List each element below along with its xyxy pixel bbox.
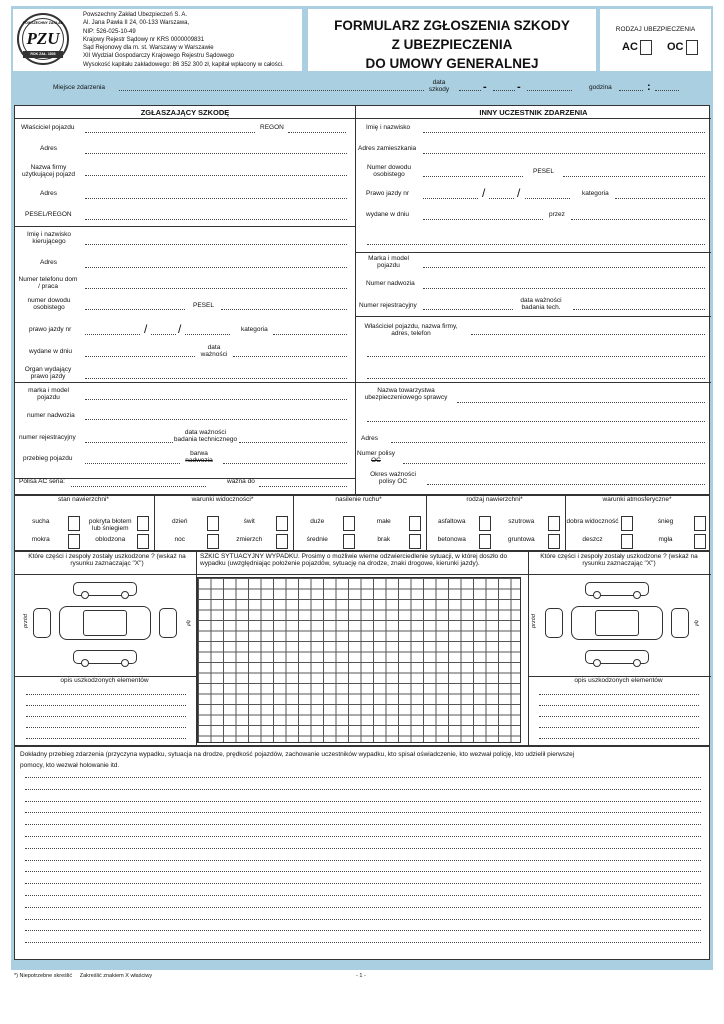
owner-address-field[interactable] [85,153,347,154]
right-desc-line[interactable] [539,694,699,695]
weather-option-label: dobra widoczność [566,518,619,525]
road-option-checkbox[interactable] [548,534,560,549]
event-month-field[interactable] [493,90,515,91]
valid-until-label: ważna do [227,478,255,485]
other-extra-field[interactable] [367,244,705,245]
right-front-label: przód [530,614,537,628]
insurer-label: Nazwa towarzystwa ubezpieczeniowego sprawcy [364,387,448,402]
other-by-label: przez [549,211,565,218]
visibility-option-label: świt [243,518,255,525]
colour-field[interactable] [223,463,347,464]
page-number: - 1 - [356,973,366,979]
other-name-label: Imię i nazwisko [366,124,411,131]
right-damage-title: Które części i zespoły zostały uszkodzone ? (wskaż na rysunku zaznaczając "X") [540,553,698,568]
road-option-label: asfaltowa [438,518,466,525]
license-category-label: kategoria [241,326,268,333]
left-desc-line[interactable] [26,716,186,717]
driver-pesel-field[interactable] [221,309,347,310]
driver-name-label: Imię i nazwisko kierującego [26,231,72,246]
other-reg-no-field[interactable] [423,309,513,310]
other-policy-label: Numer polisy OC [357,450,395,465]
visibility-option-checkbox[interactable] [276,516,288,531]
other-owner-label: Właściciel pojazdu, nazwa firmy, adres, telefon [364,323,458,338]
visibility-option-checkbox[interactable] [207,516,219,531]
course-section [14,746,710,960]
surface-option-checkbox[interactable] [137,534,149,549]
company-line: NIP: 526-025-10-49 [83,28,136,35]
weather-title: warunki atmosferyczne* [602,496,672,503]
left-desc-line[interactable] [26,727,186,728]
phone-label: Numer telefonu dom / praca [18,276,78,291]
other-category-label: kategoria [582,190,609,197]
event-place-label: Miejsce zdarzenia [53,84,106,91]
license-validity-field[interactable] [233,356,347,357]
license-validity-label: data ważności [200,344,228,359]
other-issued-label: wydane w dniu [366,211,409,218]
company-address-field[interactable] [85,198,347,199]
regon-field[interactable] [288,132,346,133]
surface-option-label: mokra [31,536,50,543]
other-make-model-label: Marka i model pojazdu [368,255,409,270]
logo-top-text: POWSZECHNY ZAKŁAD [22,21,64,25]
other-address-field[interactable] [423,153,705,154]
issuer-field[interactable] [85,378,347,379]
other-address-label: Adres zamieszkania [358,145,417,152]
left-desc-label: opis uszkodzonych elementów [60,677,149,684]
issuer-label: Organ wydający prawo jazdy [24,366,72,381]
driver-id-label: numer dowodu osobistego [27,297,71,312]
company-line: Krajowy Rejestr Sądowy nr KRS 0000009831 [83,36,205,43]
policy-period-field[interactable] [427,484,705,485]
road-option-label: betonowa [437,536,466,543]
road-option-checkbox[interactable] [479,516,491,531]
left-desc-line[interactable] [26,705,186,706]
course-label: Dokładny przebieg zdarzenia (przyczyna wypadku, sytuacja na drodze, prędkość pojazdów, zachowanie uczestników wypadku, kto spisał oświadczenie, kto wezwał policję, kto udzielił pierwszej pomocy, kto wezwał holowanie itd. [20,751,575,769]
surface-option-checkbox[interactable] [68,534,80,549]
license-part3[interactable] [185,334,230,335]
visibility-option-checkbox[interactable] [276,534,288,549]
other-header: INNY UCZESTNIK ZDARZENIA [479,108,588,117]
left-desc-line[interactable] [26,738,186,739]
license-part1[interactable] [85,334,140,335]
traffic-option-label: średnie [306,536,328,543]
make-model-label: marka i model pojazdu [28,387,69,402]
event-hour-field[interactable] [619,90,643,91]
driver-pesel-label: PESEL [193,302,214,309]
left-car-diagram[interactable] [29,578,181,670]
right-desc-line[interactable] [539,716,699,717]
company-info [83,11,303,69]
event-time-label: godzina [589,84,612,91]
surface-option-label: oblodzona [95,536,126,543]
company-line: Powszechny Zakład Ubezpieczeń S. A. [83,12,188,18]
logo-bottom-text: ROK ZAŁ. 1803 [30,52,56,56]
company-line: Wysokość kapitału zakładowego: 86 352 300 zł, kapitał wpłacony w całości. [83,61,284,68]
visibility-option-label: zmierzch [236,536,263,543]
traffic-option-checkbox[interactable] [343,534,355,549]
company-line: Sąd Rejonowy dla m. st. Warszawy w Warszawie [83,45,214,52]
right-desc-label: opis uszkodzonych elementów [574,677,663,684]
other-reg-no-label: Numer rejestracyjny [359,302,417,309]
phone-field[interactable] [85,288,347,289]
surface-option-label: sucha [32,518,50,525]
other-license-part2[interactable] [489,198,514,199]
course-line[interactable] [25,942,701,943]
reg-no-field[interactable] [85,442,173,443]
traffic-option-label: brak [377,536,391,543]
inspection-field[interactable] [239,442,347,443]
road-title: rodzaj nawierzchni* [466,496,523,503]
other-id-label: Numer dowodu osobistego [366,164,412,179]
visibility-option-label: noc [174,536,185,543]
course-line[interactable] [25,848,701,849]
pesel-regon-label: PESEL/REGON [25,211,72,218]
issued-label: wydane w dniu [29,348,72,355]
other-license-label: Prawo jazdy nr [366,190,409,197]
other-license-part1[interactable] [423,198,478,199]
course-line[interactable] [25,860,701,861]
reporter-header: ZGŁASZAJĄCY SZKODĘ [140,108,230,117]
left-desc-line[interactable] [26,694,186,695]
other-body-no-label: Numer nadwozia [366,280,415,287]
course-line[interactable] [25,789,701,790]
colour-label: barwa nadwozia [185,450,213,465]
other-pesel-label: PESEL [533,168,554,175]
form-title-line2: Z UBEZPIECZENIA [391,37,513,52]
form-page: POWSZECHNY ZAKŁAD PZU ROK ZAŁ. 1803 Powszechny Zakład Ubezpieczeń S. A. Al. Jana Pawła II 24, 00-133 Warszawa, NIP: 526-025-10-49 Krajowy Rejestr Sądowy nr KRS 0000009831 Sąd Rejonowy dla m. st. Warszawy w Warszawie XII Wydział Gospodarczy Krajowego Rejestru Sądowego Wysokość kapitału zakładowego: 86 352 300 zł, kapitał wpłacony w całości. FORMULARZ ZGŁOSZENIA SZKODY Z UBEZPIECZENIA DO UMOWY GENERALNEJ RODZAJ UBEZPIECZENIA AC OC Miejsce zdarzenia data szkody - - godzina : ZGŁASZAJĄCY SZKODĘ INNY UCZESTNIK ZDARZENIA Właściciel pojazdu REGON Adres Nazwa firmy użytkującej pojazd Adres PESEL/REGON Imię i nazwisko kierującego Adres Numer telefonu dom / praca numer dowodu osobistego PESEL prawo jazdy nr / / kategoria wydane w dniu data ważności Organ wydający prawo jazdy marka i model pojazdu numer nadwozia numer rejestracyjny data ważności badania technicznego przebieg pojazdu barwa nadwozia Polisa AC seria: ważna do Imię i nazwisko Adres zamieszkania Numer dowodu osobistego PESEL Prawo jazdy nr / / kategoria wydane w dniu przez Marka i model pojazdu Numer nadwozia Numer rejestracyjny data ważności badania tech. Właściciel pojazdu, nazwa firmy, adres, telefon Nazwa towarzystwa ubezpieczeniowego sprawcy Adres Numer polisy OC Okres ważności polisy OC stan nawierzchni* sucha pokryta błotem lub śniegiem mokra oblodzona warunki widoczności* dzień świt noc zmierzch nasilenie ruchu* duże małe średnie brak rodzaj nawierzchni* asfaltowa szutrowa betonowa gruntowa warunki atmosferyczne* dobra widoczność śnieg deszcz mgła Które części i zespoły zostały uszkodzone ? (wskaż na rysunku zaznaczając "X") SZKIC SYTUACYJNY WYPADKU. Prosimy o możliwie wierne odzwierciedlenie sytuacji, w której doszło do wypadku (uwzględniając położenie pojazdów, sytuację na drodze, znaki drogowe, kierunki jazdy). Które części i zespoły zostały uszkodzone ? (wskaż na rysunku zaznaczając "X") przód tył przód tył opis uszkodzonych elementów opis uszkodzonych elementów Dokładny przebieg zdarzenia (przyczyna wypadku, sytuacja na drodze, prędkość pojazdów, zachowanie uczestników wypadku, kto spisał oświadczenie, kto wezwał policję, kto udzielił pierwszej pomocy, kto wezwał holowanie itd. [11,6,713,970]
other-license-part3[interactable] [525,198,570,199]
other-body-no-field[interactable] [423,288,705,289]
event-day-field[interactable] [459,90,481,91]
footer-note: *) Niepotrzebne skreślić Zakreślić znakiem X właściwy [14,973,153,979]
traffic-option-checkbox[interactable] [409,516,421,531]
make-model-field[interactable] [85,399,347,400]
weather-option-label: śnieg [657,518,674,525]
course-line[interactable] [25,883,701,884]
right-desc-line[interactable] [539,705,699,706]
policy-period-label: Okres ważności polisy OC [370,471,416,486]
course-line[interactable] [25,836,701,837]
owner-label: Właściciel pojazdu [21,124,75,131]
sketch-title: SZKIC SYTUACYJNY WYPADKU. Prosimy o możliwie wierne odzwierciedlenie sytuacji, w której doszło do wypadku (uwzględniając położenie pojazdów, sytuację na drodze, znaki drogowe, kierunki jazdy). [200,553,508,568]
surface-option-checkbox[interactable] [137,516,149,531]
logo-text: PZU [26,29,60,48]
insurer-address-field[interactable] [391,442,705,443]
issued-field[interactable] [85,356,195,357]
traffic-option-label: duże [310,518,325,525]
weather-option-checkbox[interactable] [694,534,706,549]
weather-option-label: deszcz [582,536,603,543]
pesel-regon-field[interactable] [85,219,347,220]
visibility-option-label: dzień [171,518,188,525]
company-user-field[interactable] [85,175,347,176]
insurer-field[interactable] [457,402,705,403]
course-line[interactable] [25,871,701,872]
visibility-option-checkbox[interactable] [207,534,219,549]
other-pesel-field[interactable] [563,176,705,177]
other-by-field[interactable] [571,219,705,220]
other-id-field[interactable] [423,176,523,177]
insurance-type-label: RODZAJ UBEZPIECZENIA [615,26,696,33]
other-name-field[interactable] [423,132,705,133]
form-title-line3: DO UMOWY GENERALNEJ [365,56,539,71]
policy-ac-field[interactable] [71,486,206,487]
policy-ac-label: Polisa AC seria: [19,478,65,485]
regon-label: REGON [260,124,284,131]
license-label: prawo jazdy nr [29,326,72,333]
inspection-label: data ważności badania technicznego [173,429,238,444]
mileage-field[interactable] [85,463,180,464]
other-policy-field[interactable] [403,463,705,464]
road-option-checkbox[interactable] [479,534,491,549]
driver-id-field[interactable] [85,309,185,310]
other-inspection-field[interactable] [573,309,705,310]
other-owner-field3[interactable] [367,378,705,379]
road-option-label: szutrowa [508,518,535,525]
traffic-option-checkbox[interactable] [409,534,421,549]
oc-checkbox[interactable] [686,40,698,55]
ac-label: AC [622,41,638,53]
other-make-model-field[interactable] [423,267,705,268]
other-owner-field2[interactable] [367,356,705,357]
oc-label: OC [667,41,684,53]
form-title-line1: FORMULARZ ZGŁOSZENIA SZKODY [334,18,570,33]
course-line[interactable] [25,895,701,896]
company-user-label: Nazwa firmy użytkującej pojazd [21,164,76,179]
sketch-grid[interactable] [197,577,521,743]
weather-option-checkbox[interactable] [694,516,706,531]
course-line[interactable] [25,801,701,802]
insurer-address-label: Adres [361,435,378,442]
road-option-label: gruntowa [507,536,535,543]
insurance-type-block [600,9,711,71]
right-car-diagram[interactable] [541,578,693,670]
course-line[interactable] [25,930,701,931]
ac-checkbox[interactable] [640,40,652,55]
event-year-field[interactable] [527,90,572,91]
course-line[interactable] [25,812,701,813]
weather-option-label: mgła [658,536,673,543]
insurer-field2[interactable] [367,421,705,422]
title-block [308,9,596,71]
other-owner-field1[interactable] [471,334,705,335]
surface-title: stan nawierzchni* [58,496,109,503]
reg-no-label: numer rejestracyjny [19,434,76,441]
event-minute-field[interactable] [655,90,679,91]
other-inspection-label: data ważności badania tech. [520,297,562,312]
left-front-label: przód [22,614,29,628]
license-category-field[interactable] [273,334,347,335]
company-address-label: Adres [40,190,57,197]
other-category-field[interactable] [615,198,705,199]
other-issued-field[interactable] [423,219,543,220]
visibility-title: warunki widoczności* [191,496,254,503]
traffic-title: nasilenie ruchu* [335,496,382,503]
right-rear-label: tył [692,620,699,626]
left-rear-label: tył [184,620,191,626]
license-part2[interactable] [151,334,176,335]
weather-option-checkbox[interactable] [621,534,633,549]
weather-option-checkbox[interactable] [621,516,633,531]
event-date-label: data szkody [428,79,450,94]
course-line[interactable] [25,907,701,908]
body-no-field[interactable] [85,419,347,420]
event-place-field[interactable] [119,90,424,91]
company-block [13,9,302,71]
course-line[interactable] [25,824,701,825]
traffic-option-checkbox[interactable] [343,516,355,531]
mileage-label: przebieg pojazdu [23,455,73,462]
right-desc-line[interactable] [539,738,699,739]
driver-address-label: Adres [40,259,57,266]
pzu-logo [17,13,69,65]
surface-option-checkbox[interactable] [68,516,80,531]
traffic-option-label: małe [376,518,391,525]
company-line: XII Wydział Gospodarczy Krajowego Rejestru Sądowego [83,53,235,60]
course-line[interactable] [25,919,701,920]
valid-until-field[interactable] [259,486,347,487]
company-line: Al. Jana Pawła II 24, 00-133 Warszawa, [83,20,190,27]
driver-name-field[interactable] [85,244,347,245]
owner-address-label: Adres [40,145,57,152]
driver-address-field[interactable] [85,267,347,268]
body-no-label: numer nadwozia [27,412,75,419]
course-line[interactable] [25,777,701,778]
right-desc-line[interactable] [539,727,699,728]
road-option-checkbox[interactable] [548,516,560,531]
left-damage-title: Które części i zespoły zostały uszkodzone ? (wskaż na rysunku zaznaczając "X") [28,553,186,568]
owner-field[interactable] [85,132,255,133]
surface-option-label: pokryta błotem lub śniegiem [88,518,132,533]
